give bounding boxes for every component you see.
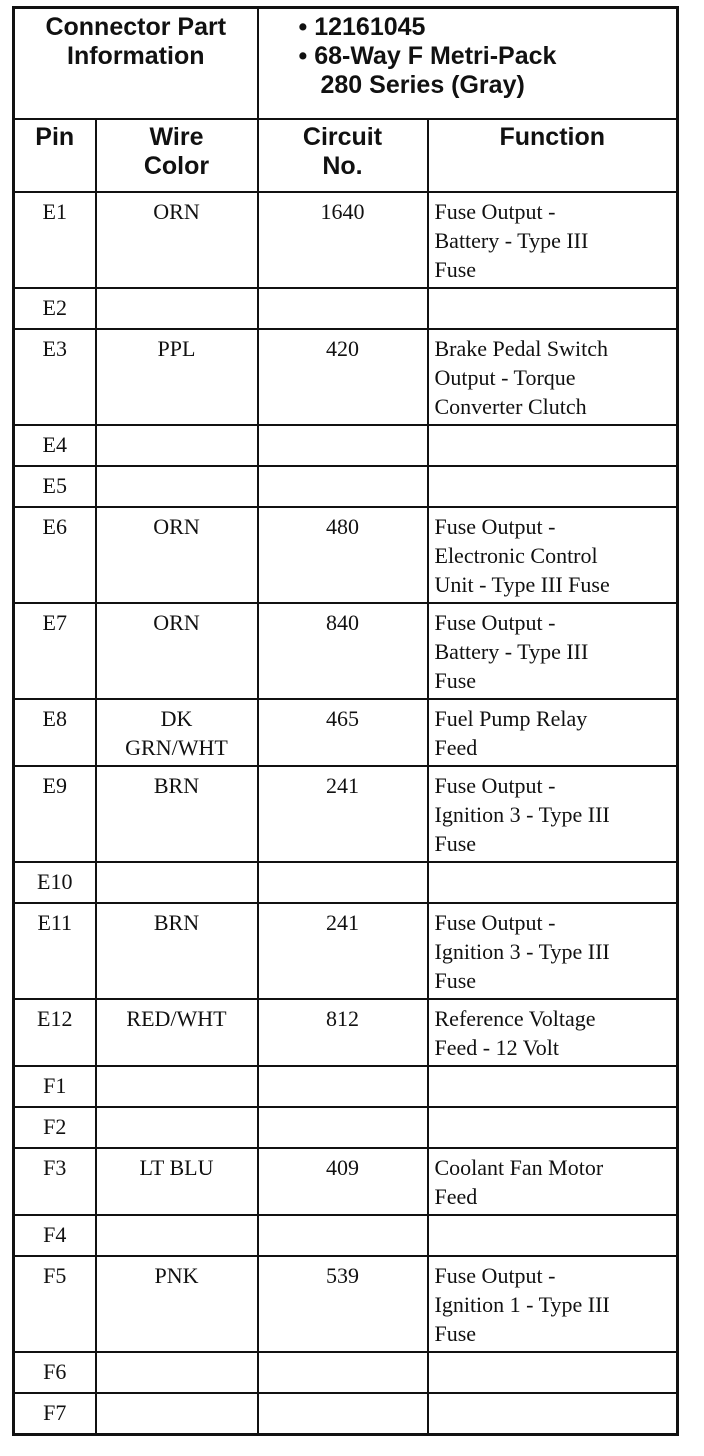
wire-color-cell xyxy=(96,507,258,603)
circuit-cell: 241 xyxy=(258,903,428,999)
pin-cell: E1 xyxy=(14,192,96,288)
circuit-cell xyxy=(258,1066,428,1107)
function-line: Unit - Type III Fuse xyxy=(434,572,610,597)
function-line: Fuel Pump Relay xyxy=(434,706,588,731)
col-header-circuit-label: No. xyxy=(322,152,363,180)
circuit-cell xyxy=(258,1393,428,1435)
wire-color-cell xyxy=(96,999,258,1066)
function-cell xyxy=(428,329,678,425)
pin-cell: F1 xyxy=(14,1066,96,1107)
function-line: Feed xyxy=(434,735,478,760)
pinout-rows xyxy=(14,192,678,1435)
table-row xyxy=(14,699,678,766)
wire-color-cell xyxy=(96,466,258,507)
table-row xyxy=(14,999,678,1066)
wire-color-line: ORN xyxy=(153,199,200,224)
function-line: Fuse Output - xyxy=(434,514,556,539)
table-row xyxy=(14,1066,678,1107)
function-line: Fuse Output - xyxy=(434,1263,556,1288)
circuit-cell: 812 xyxy=(258,999,428,1066)
function-line: Ignition 3 - Type III xyxy=(434,802,610,827)
wire-color-line: LT BLU xyxy=(139,1155,214,1180)
pin-cell: F3 xyxy=(14,1148,96,1215)
pin-cell: E6 xyxy=(14,507,96,603)
function-cell xyxy=(428,1393,678,1435)
wire-color-cell xyxy=(96,766,258,862)
table-row xyxy=(14,1352,678,1393)
wire-color-line: DK xyxy=(160,706,193,731)
function-cell xyxy=(428,766,678,862)
pin-cell: E10 xyxy=(14,862,96,903)
function-cell xyxy=(428,507,678,603)
wire-color-line: ORN xyxy=(153,610,200,635)
col-header-wire-color-label: Wire xyxy=(149,123,204,151)
circuit-cell: 241 xyxy=(258,766,428,862)
wire-color-line: PPL xyxy=(157,336,196,361)
circuit-cell: 1640 xyxy=(258,192,428,288)
wire-color-cell xyxy=(96,329,258,425)
table-row xyxy=(14,288,678,329)
function-cell xyxy=(428,1066,678,1107)
circuit-cell xyxy=(258,862,428,903)
connector-info-value xyxy=(258,8,678,120)
wire-color-cell xyxy=(96,862,258,903)
function-cell xyxy=(428,1148,678,1215)
function-cell xyxy=(428,603,678,699)
table-row xyxy=(14,1148,678,1215)
wire-color-cell xyxy=(96,192,258,288)
circuit-cell xyxy=(258,1107,428,1148)
col-header-pin xyxy=(14,119,96,192)
function-line: Battery - Type III xyxy=(434,639,589,664)
wire-color-line: BRN xyxy=(153,773,200,798)
part-number: • 12161045 xyxy=(298,13,426,41)
function-line: Fuse xyxy=(434,668,477,693)
wire-color-cell xyxy=(96,699,258,766)
wire-color-line: BRN xyxy=(153,910,200,935)
wire-color-cell xyxy=(96,1066,258,1107)
function-cell xyxy=(428,425,678,466)
function-line: Fuse Output - xyxy=(434,199,556,224)
function-line: Fuse Output - xyxy=(434,910,556,935)
table-row xyxy=(14,766,678,862)
wire-color-line: PNK xyxy=(154,1263,199,1288)
function-cell xyxy=(428,466,678,507)
function-cell xyxy=(428,862,678,903)
wire-color-line: RED/WHT xyxy=(126,1006,227,1031)
wire-color-cell xyxy=(96,1256,258,1352)
circuit-cell: 465 xyxy=(258,699,428,766)
function-line: Ignition 1 - Type III xyxy=(434,1292,610,1317)
col-header-wire-color-label: Color xyxy=(143,152,210,180)
table-row xyxy=(14,466,678,507)
col-header-function xyxy=(428,119,678,192)
table-row xyxy=(14,1256,678,1352)
col-header-circuit xyxy=(258,119,428,192)
circuit-cell: 480 xyxy=(258,507,428,603)
function-cell xyxy=(428,1256,678,1352)
connector-info-label xyxy=(14,8,258,120)
pin-cell: E7 xyxy=(14,603,96,699)
function-line: Converter Clutch xyxy=(434,394,587,419)
table-row xyxy=(14,862,678,903)
function-line: Feed - 12 Volt xyxy=(434,1035,559,1060)
function-line: Battery - Type III xyxy=(434,228,589,253)
function-line: Output - Torque xyxy=(434,365,576,390)
wire-color-cell xyxy=(96,603,258,699)
function-cell xyxy=(428,192,678,288)
circuit-cell: 409 xyxy=(258,1148,428,1215)
circuit-cell xyxy=(258,1352,428,1393)
function-line: Fuse xyxy=(434,831,477,856)
pin-cell: E12 xyxy=(14,999,96,1066)
wire-color-cell xyxy=(96,1107,258,1148)
pin-cell: F5 xyxy=(14,1256,96,1352)
function-cell xyxy=(428,903,678,999)
table-row xyxy=(14,507,678,603)
function-line: Fuse Output - xyxy=(434,773,556,798)
circuit-cell xyxy=(258,288,428,329)
column-header-row xyxy=(14,119,678,192)
connector-series: 280 Series (Gray) xyxy=(320,71,525,99)
wire-color-cell xyxy=(96,1352,258,1393)
circuit-cell: 420 xyxy=(258,329,428,425)
table-row xyxy=(14,1215,678,1256)
function-line: Fuse xyxy=(434,1321,477,1346)
circuit-cell: 539 xyxy=(258,1256,428,1352)
connector-label-line: Connector Part xyxy=(45,13,227,41)
wire-color-cell xyxy=(96,288,258,329)
wire-color-cell xyxy=(96,903,258,999)
pin-cell: E2 xyxy=(14,288,96,329)
function-line: Reference Voltage xyxy=(434,1006,596,1031)
connector-label-line: Information xyxy=(67,42,205,70)
table-row xyxy=(14,192,678,288)
table-row xyxy=(14,603,678,699)
function-line: Fuse xyxy=(434,968,477,993)
function-cell xyxy=(428,1107,678,1148)
pin-cell: E5 xyxy=(14,466,96,507)
pin-cell: F7 xyxy=(14,1393,96,1435)
function-line: Electronic Control xyxy=(434,543,598,568)
connector-info-row xyxy=(14,8,678,120)
col-header-pin-label: Pin xyxy=(35,123,75,151)
col-header-circuit-label: Circuit xyxy=(302,123,383,151)
wire-color-line: GRN/WHT xyxy=(125,735,228,760)
function-cell xyxy=(428,1215,678,1256)
function-line: Fuse xyxy=(434,257,477,282)
function-line: Ignition 3 - Type III xyxy=(434,939,610,964)
table-row xyxy=(14,903,678,999)
table-row xyxy=(14,425,678,466)
function-cell xyxy=(428,699,678,766)
pin-cell: E3 xyxy=(14,329,96,425)
wire-color-cell xyxy=(96,425,258,466)
pin-cell: F6 xyxy=(14,1352,96,1393)
table-row xyxy=(14,1107,678,1148)
pin-cell: F4 xyxy=(14,1215,96,1256)
function-line: Brake Pedal Switch xyxy=(434,336,609,361)
pin-cell: F2 xyxy=(14,1107,96,1148)
circuit-cell xyxy=(258,466,428,507)
connector-type: • 68-Way F Metri-Pack xyxy=(298,42,557,70)
pin-cell: E9 xyxy=(14,766,96,862)
pin-cell: E11 xyxy=(14,903,96,999)
wire-color-cell xyxy=(96,1393,258,1435)
table-row xyxy=(14,1393,678,1435)
wire-color-cell xyxy=(96,1148,258,1215)
function-line: Fuse Output - xyxy=(434,610,556,635)
table-row xyxy=(14,329,678,425)
connector-pinout-table xyxy=(12,6,679,1436)
wire-color-cell xyxy=(96,1215,258,1256)
col-header-function-label: Function xyxy=(499,123,606,151)
col-header-wire-color xyxy=(96,119,258,192)
pin-cell: E4 xyxy=(14,425,96,466)
function-line: Coolant Fan Motor xyxy=(434,1155,604,1180)
circuit-cell xyxy=(258,425,428,466)
wire-color-line: ORN xyxy=(153,514,200,539)
function-cell xyxy=(428,288,678,329)
circuit-cell xyxy=(258,1215,428,1256)
circuit-cell: 840 xyxy=(258,603,428,699)
function-cell xyxy=(428,999,678,1066)
pin-cell: E8 xyxy=(14,699,96,766)
function-line: Feed xyxy=(434,1184,478,1209)
function-cell xyxy=(428,1352,678,1393)
